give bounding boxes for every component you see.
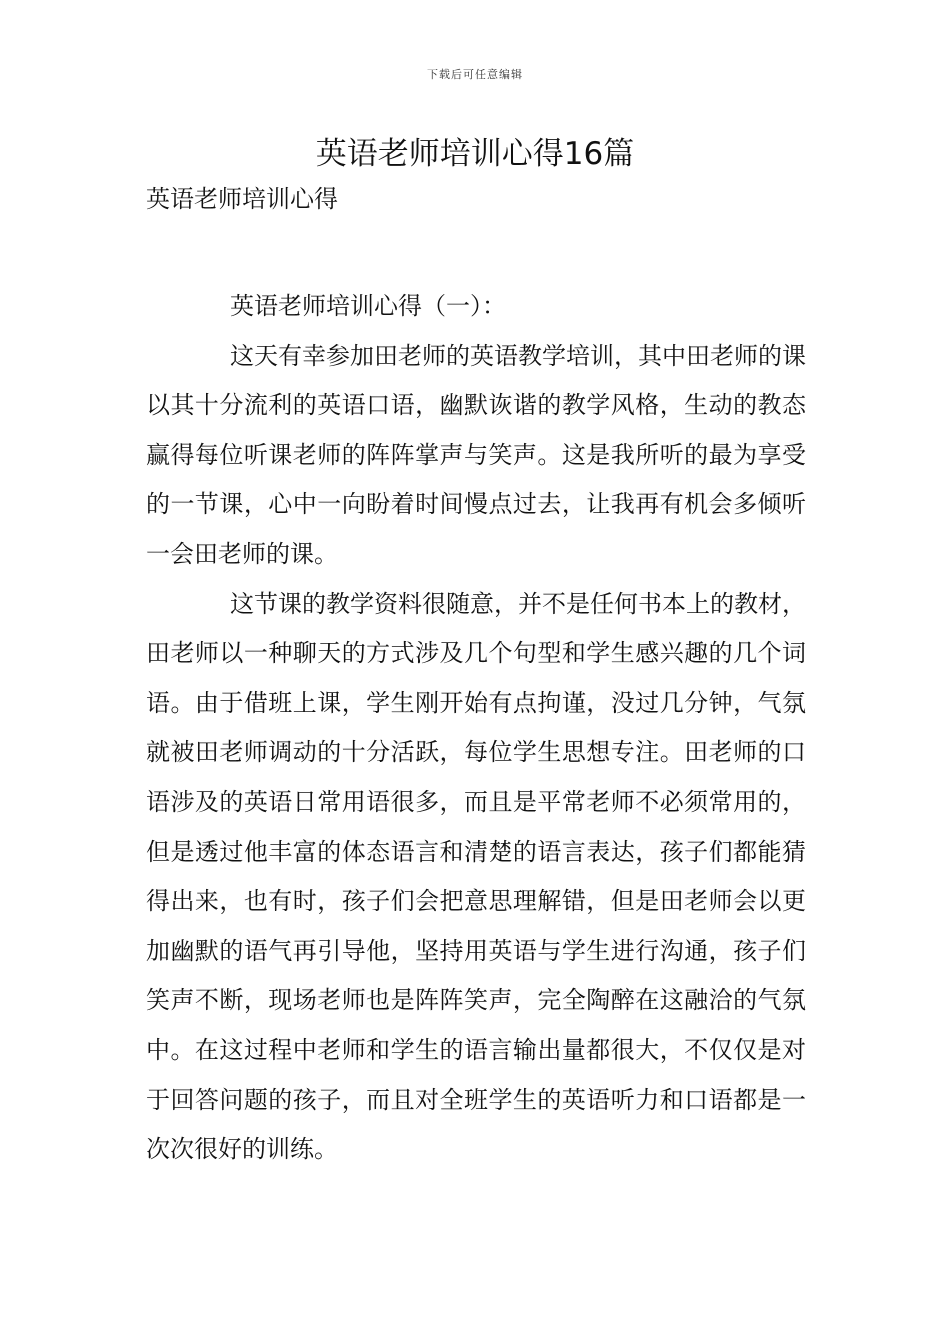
body-paragraph: 这节课的教学资料很随意，并不是任何书本上的教材，田老师以一种聊天的方式涉及几个句型和学生感兴趣的几个词语。由于借班上课，学生刚开始有点拘谨，没过几分钟，气氛就被田老师调动的十分活跃，每位学生思想专注。田老师的口语涉及的英语日常用语很多，而且是平常老师不必须常用的，但是透过他丰富的体态语言和清楚的语言表达，孩子们都能猜得出来，也有时，孩子们会把意思理解错，但是田老师会以更加幽默的语气再引导他，坚持用英语与学生进行沟通，孩子们笑声不断，现场老师也是阵阵笑声，完全陶醉在这融洽的气氛中。在这过程中老师和学生的语言输出量都很大，不仅仅是对于回答问题的孩子，而且对全班学生的英语听力和口语都是一次次很好的训练。 xyxy=(146,589,806,1164)
header-note: 下载后可任意编辑 xyxy=(427,68,523,81)
document-subtitle: 英语老师培训心得 xyxy=(146,185,338,213)
document-body xyxy=(146,282,806,1175)
document-title: 英语老师培训心得16篇 xyxy=(315,136,635,172)
section-heading: 英语老师培训心得（一）： xyxy=(230,292,506,320)
body-paragraph: 这天有幸参加田老师的英语教学培训，其中田老师的课以其十分流利的英语口语，幽默诙谐的教学风格，生动的教态赢得每位听课老师的阵阵掌声与笑声。这是我所听的最为享受的一节课，心中一向盼着时间慢点过去，让我再有机会多倾听一会田老师的课。 xyxy=(146,341,806,568)
